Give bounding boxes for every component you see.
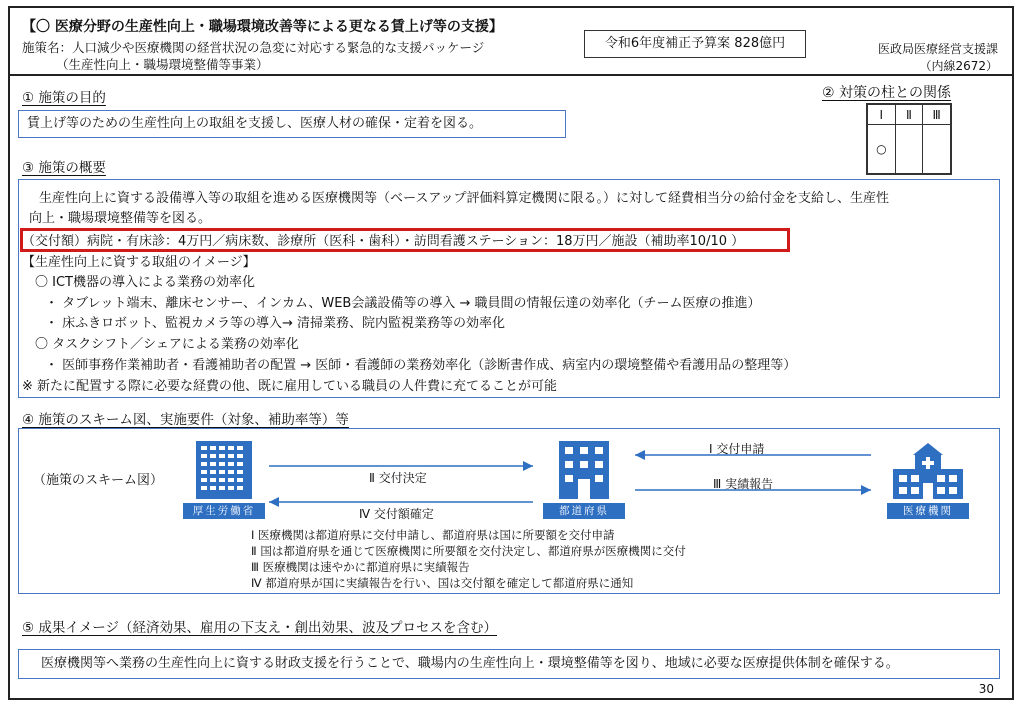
overview-line-1: 生産性向上に資する設備導入等の取組を進める医療機関等（ベースアップ評価料算定機関に限る。）に対して経費相当分の給付金を支給し、生産性: [39, 191, 889, 206]
overview-line-2: 向上・職場環境整備等を図る。: [29, 211, 212, 226]
results-box: 医療機関等へ業務の生産性向上に資する財政支援を行うことで、職場内の生産性向上・環境整備等を図り、地域に必要な医療提供体制を確保する。: [18, 649, 1000, 679]
pillar-mark-3: [923, 125, 951, 174]
ict-item-2: ・ 床ふきロボット、監視カメラ等の導入→ 清掃業務、院内監視業務等の効率化: [45, 316, 505, 331]
pillar-mark-2: [895, 125, 923, 174]
taskshift-heading: 〇 タスクシフト／シェアによる業務の効率化: [35, 337, 299, 352]
grant-amount-highlight: [20, 228, 790, 252]
ict-heading: 〇 ICT機器の導入による業務の効率化: [35, 275, 255, 290]
arrow-confirm-label: Ⅳ 交付額確定: [359, 507, 434, 521]
scheme-heading: ④ 施策のスキーム図、実施要件（対象、補助率等）等: [22, 412, 349, 428]
scheme-arrows: [19, 429, 1001, 529]
pillar-col-2: Ⅱ: [895, 105, 923, 125]
scheme-box: [18, 428, 1000, 594]
measure-name: 施策名：人口減少や医療機関の経営状況の急変に対応する緊急的な支援パッケージ: [22, 40, 485, 55]
measure-subname: （生産性向上・職場環境整備等事業）: [56, 57, 269, 72]
overview-box: [18, 179, 1000, 398]
scheme-step-2: Ⅱ 国は都道府県を通じて医療機関に所要額を交付決定し、都道府県が医療機関に交付: [251, 544, 686, 558]
scheme-step-1: Ⅰ 医療機関は都道府県に交付申請し、都道府県は国に所要額を交付申請: [251, 528, 615, 542]
pillar-heading: ② 対策の柱との関係: [822, 85, 952, 101]
scheme-step-4: Ⅳ 都道府県が国に実績報告を行い、国は交付額を確定して都道府県に通知: [251, 576, 634, 590]
ict-item-1: ・ タブレット端末、離床センサー、インカム、WEB会議設備等の導入 → 職員間の情報伝達の効率化（チーム医療の推進）: [45, 296, 761, 311]
arrow-report-label: Ⅲ 実績報告: [713, 477, 774, 491]
grant-amount-line: （交付額）病院・有床診：4万円／病床数、診療所（医科・歯科）・訪問看護ステーション：18万円／施設（補助率10/10 ）: [22, 234, 745, 249]
prefecture-label: 都道府県: [543, 503, 625, 519]
page-number: 30: [978, 682, 994, 696]
pillar-col-1: Ⅰ: [868, 105, 896, 125]
pillar-table: [866, 103, 952, 175]
slide-frame: [8, 6, 1014, 700]
arrow-application-label: Ⅰ 交付申請: [709, 442, 765, 456]
slide-title: 【〇 医療分野の生産性向上・職場環境改善等による更なる賃上げ等の支援】: [22, 19, 503, 35]
scheme-label: （施策のスキーム図）: [33, 473, 164, 488]
pillar-mark-1: ○: [868, 125, 896, 174]
institution-label: 医療機関: [887, 503, 969, 519]
taskshift-item-1: ・ 医師事務作業補助者・看護補助者の配置 → 医師・看護師の業務効率化（診断書作成、病室内の環境整備や看護用品の整理等）: [45, 358, 797, 373]
scheme-step-3: Ⅲ 医療機関は速やかに都道府県に実績報告: [251, 560, 470, 574]
header-divider: [10, 74, 1012, 76]
extension-label: （内線2672）: [919, 59, 998, 73]
budget-box: 令和6年度補正予算案 828億円: [584, 30, 806, 58]
overview-note: ※ 新たに配置する際に必要な経費の他、既に雇用している職員の人件費に充てることが可能: [22, 379, 558, 394]
pillar-col-3: Ⅲ: [923, 105, 951, 125]
overview-heading: ③ 施策の概要: [22, 160, 106, 176]
purpose-box: 賃上げ等のための生産性向上の取組を支援し、医療人材の確保・定着を図る。: [18, 110, 566, 138]
purpose-heading: ① 施策の目的: [22, 90, 106, 106]
initiative-heading: 【生産性向上に資する取組のイメージ】: [22, 255, 256, 270]
department-label: 医政局医療経営支援課: [877, 42, 998, 56]
ministry-label: 厚生労働省: [183, 503, 265, 519]
results-heading: ⑤ 成果イメージ（経済効果、雇用の下支え・創出効果、波及プロセスを含む）: [22, 620, 497, 636]
arrow-decision-label: Ⅱ 交付決定: [369, 471, 427, 485]
